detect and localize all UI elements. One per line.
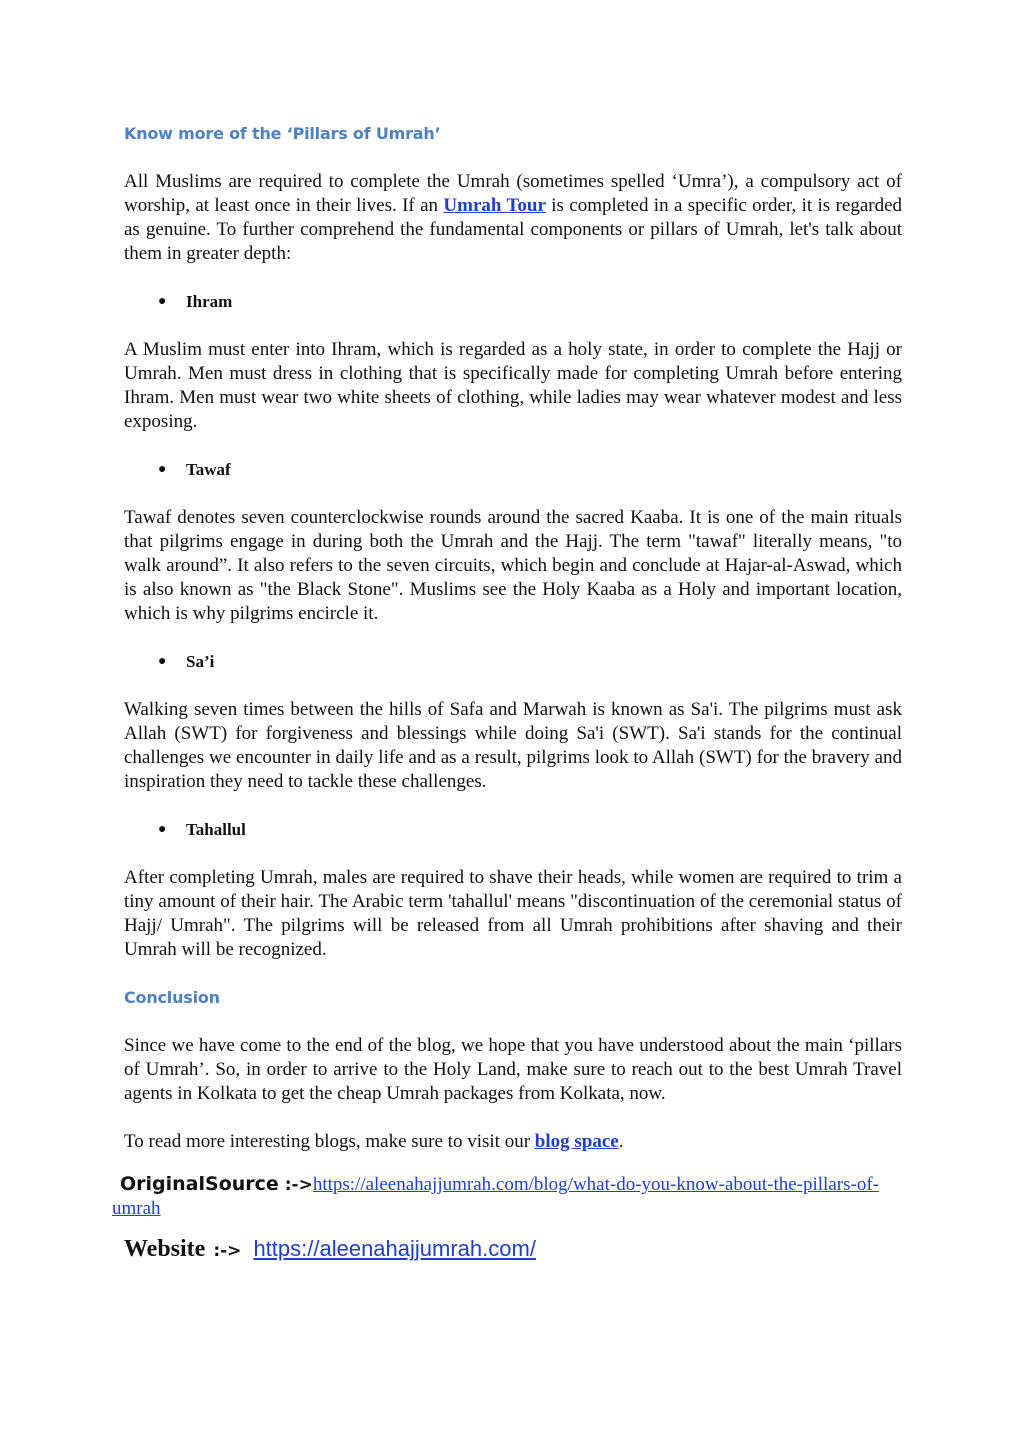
read-more-paragraph — [124, 1130, 902, 1154]
bullet-ihram — [124, 290, 902, 314]
original-source-row — [112, 1172, 902, 1221]
bullet-dot-icon: ● — [158, 654, 167, 669]
bullet-label: Tahallul — [186, 820, 246, 839]
tahallul-paragraph: After completing Umrah, males are required to shave their heads, while women are required to trim a tiny amount of their hair. The Arabic term 'tahallul' means "discontinuation of the ceremonial status of Hajj/ Umrah". The pilgrims will be released from all Umrah prohibitions after shaving and their Umrah will be recognized. — [124, 867, 902, 960]
bullet-label: Tawaf — [186, 460, 231, 479]
bullet-label: Sa’i — [186, 652, 215, 671]
bullet-sai — [124, 650, 902, 674]
bullet-label: Ihram — [186, 292, 233, 311]
sai-paragraph: Walking seven times between the hills of Safa and Marwah is known as Sa'i. The pilgrims must ask Allah (SWT) for forgiveness and blessings while doing Sa'i (SWT). Sa'i stands for the continual challenges we encounter in daily life and as a result, pilgrims look to Allah (SWT) for the bravery and inspiration they need to tackle these challenges. — [124, 699, 902, 792]
website-row — [124, 1237, 902, 1263]
read-more-text: To read more interesting blogs, make sure to visit our — [124, 1131, 535, 1152]
bullet-dot-icon: ● — [158, 822, 167, 837]
bullet-tawaf — [124, 458, 902, 482]
original-source-link[interactable]: https://aleenahajjumrah.com/blog/what-do-you-know-about-the-pillars-of-umrah — [112, 1174, 879, 1219]
tawaf-paragraph: Tawaf denotes seven counterclockwise rounds around the sacred Kaaba. It is one of the main rituals that pilgrims engage in during both the Umrah and the Hajj. The term "tawaf" literally means, "to walk around”. It also refers to the seven circuits, which begin and conclude at Hajar-al-Aswad, which is also known as "the Black Stone". Muslims see the Holy Kaaba as a Holy and important location, which is why pilgrims encircle it. — [124, 507, 902, 624]
intro-paragraph — [124, 170, 902, 266]
intro-text-2: is completed in a specific order, it is regarded as genuine. To further comprehend the fundamental components or pillars of Umrah, let's talk about them in greater depth: — [124, 195, 903, 264]
document-page — [112, 122, 903, 1263]
umrah-tour-link[interactable]: Umrah Tour — [443, 195, 546, 216]
website-label: Website — [124, 1236, 206, 1262]
bullet-tahallul — [124, 818, 902, 842]
original-source-arrow: :-> — [278, 1175, 313, 1195]
bullet-dot-icon: ● — [158, 462, 167, 477]
read-more-period: . — [618, 1131, 624, 1152]
intro-text-1: All Muslims are required to complete the Umrah (sometimes spelled ‘Umra’), a compulsory act of worship, at least once in their lives. If an — [124, 171, 902, 216]
original-source-label: OriginalSource — [120, 1173, 279, 1195]
ihram-paragraph: A Muslim must enter into Ihram, which is regarded as a holy state, in order to complete the Hajj or Umrah. Men must dress in clothing that is specifically made for completing Umrah before entering Ihram. Men must wear two white sheets of clothing, while ladies may wear whatever modest and less exposing. — [124, 339, 902, 432]
bullet-dot-icon: ● — [158, 294, 167, 309]
website-link[interactable]: https://aleenahajjumrah.com/ — [253, 1236, 536, 1261]
conclusion-paragraph: Since we have come to the end of the blog, we hope that you have understood about the main ‘pillars of Umrah’. So, in order to arrive to the Holy Land, make sure to reach out to the best Umrah Travel agents in Kolkata to get the cheap Umrah packages from Kolkata, now. — [124, 1035, 902, 1104]
heading-conclusion: Conclusion — [124, 988, 220, 1007]
heading-pillars: Know more of the ‘Pillars of Umrah’ — [124, 124, 441, 143]
blog-space-link[interactable]: blog space — [534, 1131, 619, 1152]
website-arrow: :-> — [213, 1241, 242, 1261]
